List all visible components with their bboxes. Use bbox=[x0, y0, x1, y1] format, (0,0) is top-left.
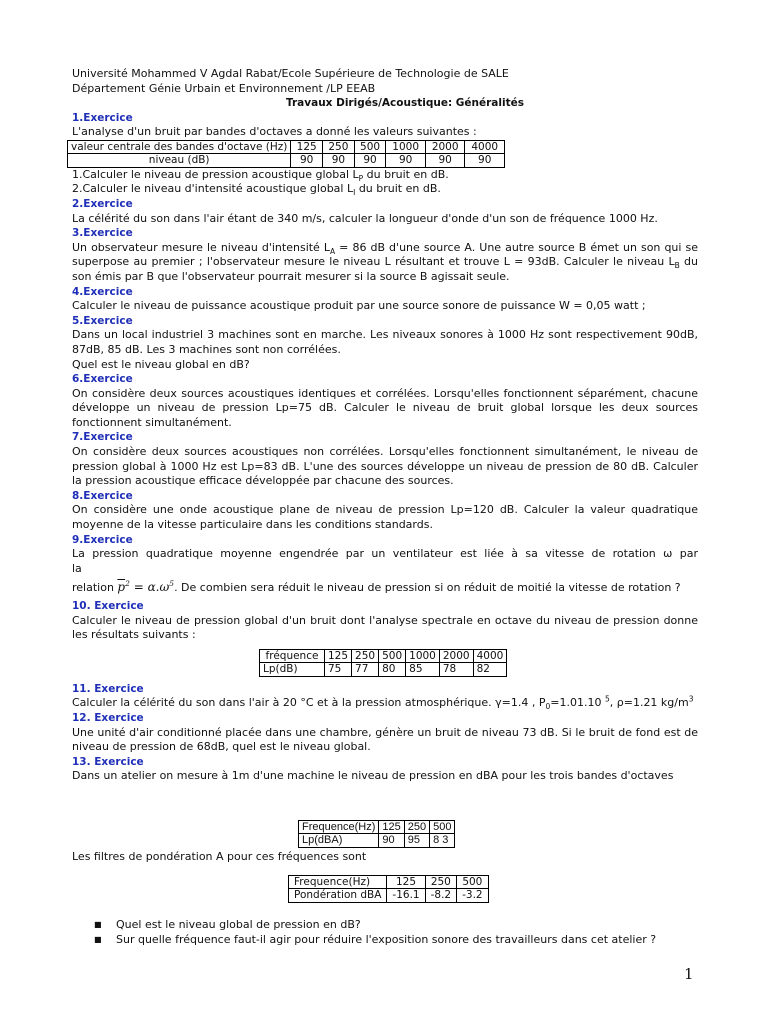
table-cell: 250 bbox=[404, 820, 429, 834]
department-line: Département Génie Urbain et Environnement /LP EEAB bbox=[72, 81, 376, 95]
exercise-1-question-2 bbox=[72, 182, 698, 197]
table-row bbox=[260, 663, 507, 677]
exercise-10-text: Calculer le niveau de pression global d'un bruit dont l'analyse spectrale en octave du niveau de pression donne les résultats suivants : bbox=[72, 613, 698, 642]
exercise-8-heading: 8.Exercice bbox=[72, 489, 133, 502]
exercise-12-text: Une unité d'air conditionné placée dans une chambre, génère un bruit de niveau 73 dB. Si le bruit de fond est de niveau de pression de 68dB, quel est le niveau global. bbox=[72, 725, 698, 754]
exercise-6-heading: 6.Exercice bbox=[72, 373, 133, 386]
exercise-5-question: Quel est le niveau global en dB? bbox=[72, 357, 250, 371]
table-cell: 125 bbox=[291, 140, 323, 154]
table-cell: 90 bbox=[291, 154, 323, 168]
table-cell: 500 bbox=[379, 649, 406, 663]
table-row bbox=[289, 875, 489, 889]
page-number: 1 bbox=[684, 965, 694, 983]
exercise-text-part: = 86 dB d'une source A. Une autre source B émet un son qui se superpose au premier ; l'observateur mesure le niveau L résultant et trouve L = 93dB. Calculer le niveau L bbox=[72, 240, 698, 269]
exercise-12-heading: 12. Exercice bbox=[72, 711, 144, 724]
table-cell: 250 bbox=[425, 875, 457, 889]
list-item-text: Sur quelle fréquence faut-il agir pour réduire l'exposition sonore des travailleurs dans cet atelier ? bbox=[116, 932, 657, 946]
table-header-cell: Lp(dBA) bbox=[299, 834, 379, 848]
exercise-3-text bbox=[72, 241, 698, 285]
table-cell: 90 bbox=[379, 834, 404, 848]
subscript: I bbox=[353, 188, 356, 198]
table-cell: 1000 bbox=[406, 649, 440, 663]
question-text: du bruit en dB. bbox=[363, 167, 449, 181]
table-cell: -16.1 bbox=[387, 889, 425, 903]
question-list bbox=[72, 917, 698, 947]
exercise-text-part: du son émis par B que l'observateur pourrait mesurer si la source B agissait seule. bbox=[72, 255, 698, 283]
table-cell: 77 bbox=[352, 663, 379, 677]
document-page bbox=[72, 67, 698, 947]
subscript: B bbox=[674, 261, 680, 271]
table-header-cell: Pondération dBA bbox=[289, 889, 387, 903]
table-row bbox=[260, 649, 507, 663]
exercise-5-text: Dans un local industriel 3 machines sont en marche. Les niveaux sonores à 1000 Hz sont respectivement 90dB, 87dB, 85 dB. Les 3 machines sont non corrélées. bbox=[72, 328, 698, 356]
exercise-6-text: On considère deux sources acoustiques identiques et corrélées. Lorsqu'elles fonctionnent séparément, chacune développe un niveau de pression Lp=75 dB. Calculer le niveau de bruit global lorsque les deux sources fonctionnent simultanément. bbox=[72, 386, 698, 429]
exercise-10-heading: 10. Exercice bbox=[72, 600, 144, 612]
table-header-cell: Lp(dB) bbox=[260, 663, 325, 677]
list-item bbox=[94, 932, 698, 947]
table-cell: 500 bbox=[354, 140, 386, 154]
relation-text: . De combien sera réduit le niveau de pression si on réduit de moitié la vitesse de rotation ? bbox=[174, 581, 681, 595]
table-cell: 90 bbox=[386, 154, 426, 168]
table-header-cell: Frequence(Hz) bbox=[289, 875, 387, 889]
square-bullet-icon: ■ bbox=[94, 934, 102, 944]
exercise-4-text: Calculer le niveau de puissance acoustique produit par une source sonore de puissance W = 0,05 watt ; bbox=[72, 299, 646, 313]
table-cell: -3.2 bbox=[457, 889, 489, 903]
exercise-1-intro: L'analyse d'un bruit par bandes d'octaves a donné les valeurs suivantes : bbox=[72, 125, 477, 139]
exercise-3-heading: 3.Exercice bbox=[72, 227, 133, 240]
table-cell: 90 bbox=[354, 154, 386, 168]
table-row bbox=[299, 834, 455, 848]
table-cell: 4000 bbox=[465, 140, 505, 154]
table-cell: 125 bbox=[387, 875, 425, 889]
subscript: 0 bbox=[545, 702, 551, 712]
relation-formula bbox=[117, 580, 174, 594]
document-title: Travaux Dirigés/Acoustique: Généralités bbox=[286, 97, 524, 109]
exercise-9-heading: 9.Exercice bbox=[72, 533, 133, 546]
list-item bbox=[94, 917, 698, 932]
square-bullet-icon: ■ bbox=[94, 919, 102, 929]
exercise-text-part: Un observateur mesure le niveau d'intensité L bbox=[72, 240, 330, 254]
exercise-text-part: Calculer la célérité du son dans l'air à 20 °C et à la pression atmosphérique. γ=1.4 , P bbox=[72, 696, 546, 710]
formula-p: $\overline{p}$ bbox=[117, 580, 126, 595]
exercise-13-heading: 13. Exercice bbox=[72, 755, 144, 768]
relation-text: relation bbox=[72, 581, 118, 595]
a-weighting-table bbox=[288, 875, 489, 903]
exercise-9-text: La pression quadratique moyenne engendrée par un ventilateur est liée à sa vitesse de rotation ω par la bbox=[72, 547, 698, 575]
table-header-cell: fréquence bbox=[260, 649, 325, 663]
table-cell: 82 bbox=[473, 663, 507, 677]
exercise-5-heading: 5.Exercice bbox=[72, 314, 133, 327]
filters-text: Les filtres de pondération A pour ces fréquences sont bbox=[72, 849, 367, 863]
exercise-text-part: =1.01.10 bbox=[550, 696, 605, 710]
table-cell: 250 bbox=[352, 649, 379, 663]
subscript: P bbox=[358, 173, 364, 183]
table-cell: -8.2 bbox=[425, 889, 457, 903]
spectrum-table bbox=[259, 649, 507, 677]
exercise-11-text bbox=[72, 696, 698, 711]
table-row bbox=[68, 154, 505, 168]
table-row bbox=[289, 889, 489, 903]
table-header-cell: Frequence(Hz) bbox=[299, 820, 379, 834]
exercise-4-heading: 4.Exercice bbox=[72, 285, 133, 298]
table-header-cell: valeur centrale des bandes d'octave (Hz) bbox=[68, 140, 291, 154]
superscript: 2 bbox=[125, 579, 130, 589]
question-text: du bruit en dB. bbox=[355, 182, 441, 196]
superscript: 3 bbox=[688, 694, 694, 704]
exercise-7-text: On considère deux sources acoustiques non corrélées. Lorsqu'elles fonctionnent simultanément, le niveau de pression global à 1000 Hz est Lp=83 dB. L'une des sources développe un niveau de pression de 80 dB. Calculer la pression acoustique efficace développée par chacune des sources. bbox=[72, 445, 698, 488]
subscript: A bbox=[330, 246, 336, 256]
exercise-9-relation bbox=[72, 580, 698, 596]
table-cell: 85 bbox=[406, 663, 440, 677]
table-cell: 2000 bbox=[425, 140, 465, 154]
table-cell: 75 bbox=[325, 663, 352, 677]
table-cell: 90 bbox=[465, 154, 505, 168]
superscript: 5 bbox=[604, 694, 610, 704]
exercise-2-heading: 2.Exercice bbox=[72, 197, 133, 210]
dba-level-table bbox=[298, 820, 455, 848]
table-cell: 1000 bbox=[386, 140, 426, 154]
table-cell: 125 bbox=[379, 820, 404, 834]
table-cell: 2000 bbox=[439, 649, 473, 663]
exercise-2-text: La célérité du son dans l'air étant de 340 m/s, calculer la longueur d'onde d'un son de fréquence 1000 Hz. bbox=[72, 211, 658, 225]
table-cell: 4000 bbox=[473, 649, 507, 663]
table-cell: 250 bbox=[323, 140, 355, 154]
exercise-13-text: Dans un atelier on mesure à 1m d'une machine le niveau de pression en dBA pour les trois bandes d'octaves bbox=[72, 769, 674, 783]
table-cell: 8 3 bbox=[430, 834, 455, 848]
list-item-text: Quel est le niveau global de pression en dB? bbox=[116, 917, 361, 931]
exercise-1-question-1 bbox=[72, 168, 698, 183]
exercise-1-heading: 1.Exercice bbox=[72, 111, 133, 124]
table-cell: 80 bbox=[379, 663, 406, 677]
superscript: 5 bbox=[169, 579, 175, 589]
table-row bbox=[299, 820, 455, 834]
exercise-8-text: On considère une onde acoustique plane de niveau de pression Lp=120 dB. Calculer la valeur quadratique moyenne de la vitesse particulaire dans les conditions standards. bbox=[72, 503, 698, 532]
table-cell: 90 bbox=[425, 154, 465, 168]
table-cell: 500 bbox=[457, 875, 489, 889]
table-row bbox=[68, 140, 505, 154]
university-line: Université Mohammed V Agdal Rabat/Ecole Supérieure de Technologie de SALE bbox=[72, 67, 509, 80]
table-cell: 95 bbox=[404, 834, 429, 848]
table-cell: 125 bbox=[325, 649, 352, 663]
table-header-cell: niveau (dB) bbox=[68, 154, 291, 168]
exercise-text-part: , ρ=1.21 kg/m bbox=[609, 696, 689, 710]
exercise-7-heading: 7.Exercice bbox=[72, 431, 133, 444]
exercise-11-heading: 11. Exercice bbox=[72, 682, 144, 695]
formula-rhs: = α.ω bbox=[129, 580, 170, 595]
question-text: 1.Calculer le niveau de pression acoustique global L bbox=[72, 167, 359, 181]
question-text: 2.Calculer le niveau d'intensité acoustique global L bbox=[72, 182, 354, 196]
table-cell: 500 bbox=[430, 820, 455, 834]
table-cell: 90 bbox=[323, 154, 355, 168]
table-cell: 78 bbox=[439, 663, 473, 677]
octave-band-table bbox=[67, 140, 505, 168]
